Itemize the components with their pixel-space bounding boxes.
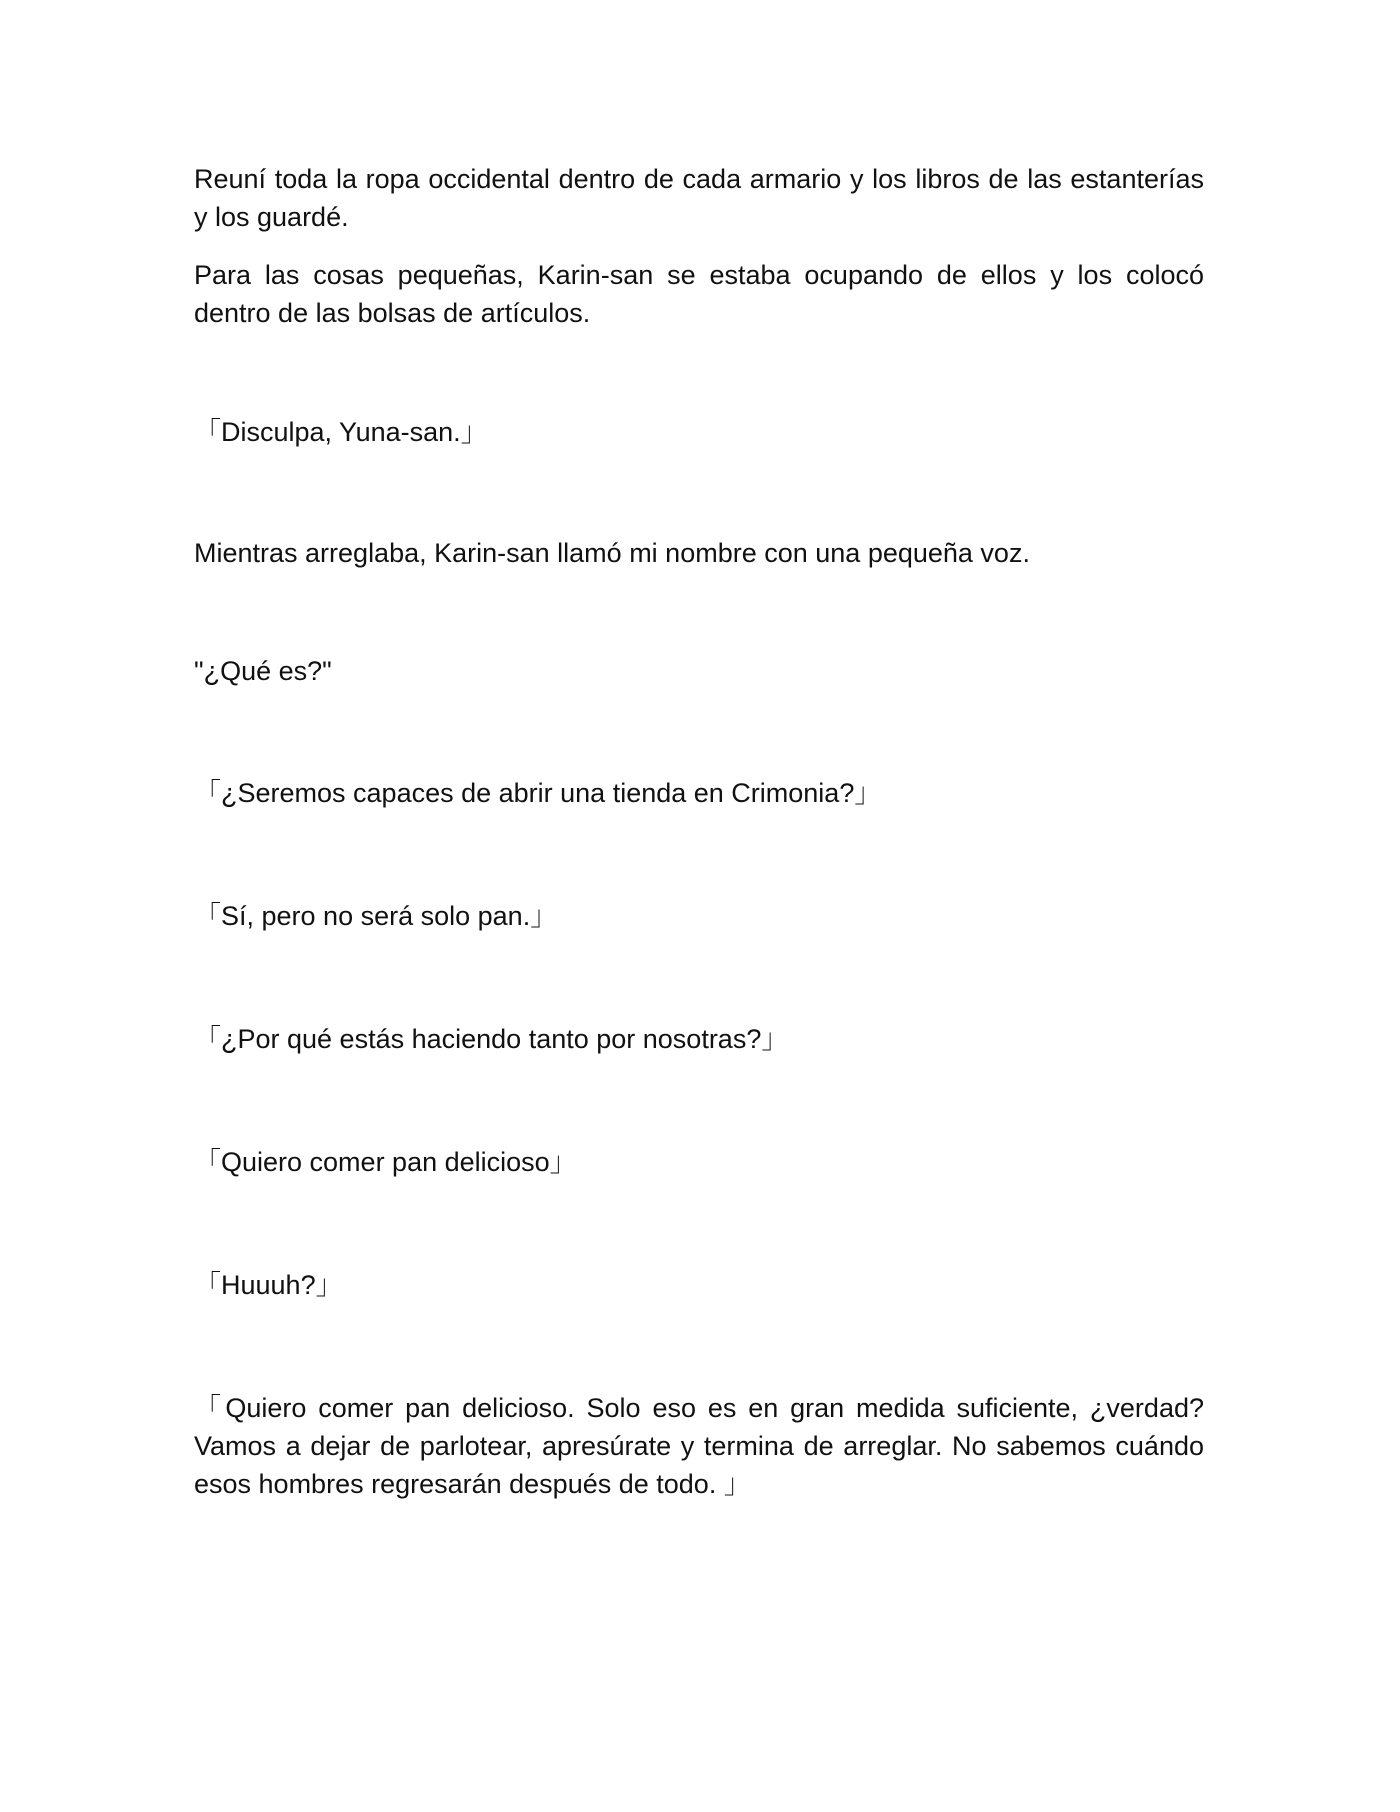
dialogue-line-8: 「Quiero comer pan delicioso. Solo eso es en gran medida suficiente, ¿verdad? Vamos a dejar de parlotear, apresúrate y termina de arreglar. No sabemos cuándo esos hombres regresarán después de todo. 」 bbox=[194, 1393, 1204, 1499]
dialogue-line-1: 「Disculpa, Yuna-san.」 bbox=[194, 417, 488, 447]
dialogue-line-7: 「Huuuh?」 bbox=[194, 1270, 343, 1300]
paragraph-1: Reuní toda la ropa occidental dentro de cada armario y los libros de las estanterías y los guardé. bbox=[194, 164, 1204, 232]
dialogue-line-2: "¿Qué es?" bbox=[194, 656, 332, 686]
dialogue-line-6: 「Quiero comer pan delicioso」 bbox=[194, 1147, 577, 1177]
dialogue-line-4: 「Sí, pero no será solo pan.」 bbox=[194, 901, 558, 931]
paragraph-2: Para las cosas pequeñas, Karin-san se estaba ocupando de ellos y los colocó dentro de las bolsas de artículos. bbox=[194, 260, 1204, 328]
dialogue-line-3: 「¿Seremos capaces de abrir una tienda en Crimonia?」 bbox=[194, 778, 882, 808]
dialogue-line-5: 「¿Por qué estás haciendo tanto por nosotras?」 bbox=[194, 1024, 789, 1054]
paragraph-3: Mientras arreglaba, Karin-san llamó mi nombre con una pequeña voz. bbox=[194, 538, 1030, 568]
